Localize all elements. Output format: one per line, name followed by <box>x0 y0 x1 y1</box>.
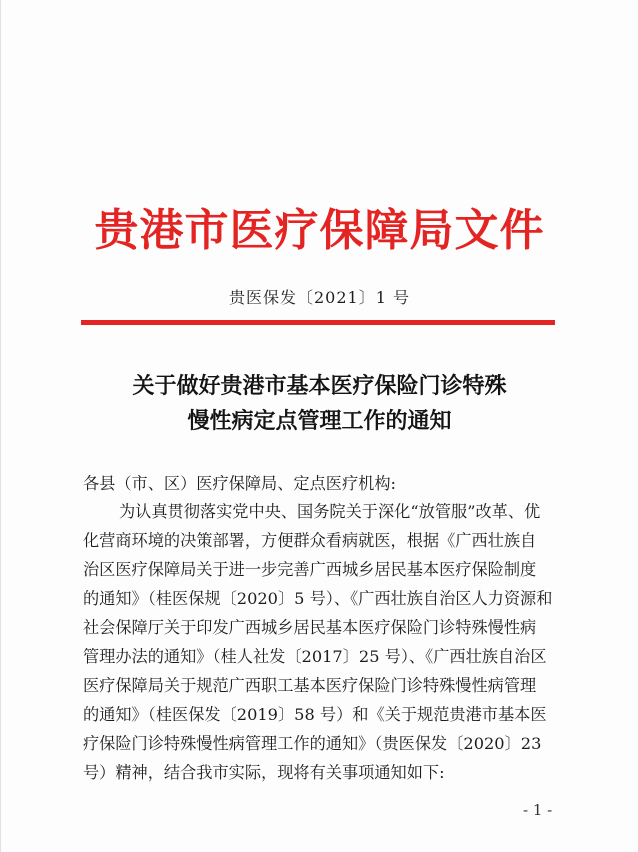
red-divider-line <box>81 320 555 325</box>
page-number: - 1 - <box>523 801 553 819</box>
body-line: 化营商环境的决策部署，方便群众看病就医，根据《广西壮族自 <box>83 531 537 550</box>
body-line: 的通知》（桂医保规〔2020〕5 号）、《广西壮族自治区人力资源和 <box>83 589 553 608</box>
document-number: 贵医保发〔2021〕1 号 <box>229 288 410 307</box>
notice-title-line-1: 关于做好贵港市基本医疗保险门诊特殊 <box>132 373 507 399</box>
notice-title-line-2: 慢性病定点管理工作的通知 <box>187 408 452 434</box>
body-line: 为认真贯彻落实党中央、国务院关于深化“放管服”改革、优 <box>119 502 541 521</box>
body-line: 的通知》（桂医保发〔2019〕58 号）和《关于规范贵港市基本医 <box>83 705 547 724</box>
body-line: 治区医疗保障局关于进一步完善广西城乡居民基本医疗保险制度 <box>83 560 537 579</box>
body-line: 管理办法的通知》（桂人社发〔2017〕25 号）、《广西壮族自治区 <box>83 647 547 666</box>
body-line: 医疗保障局关于规范广西职工基本医疗保险门诊特殊慢性病管理 <box>83 676 537 695</box>
body-line: 社会保障厅关于印发广西城乡居民基本医疗保险门诊特殊慢性病 <box>83 618 537 637</box>
body-line: 号）精神，结合我市实际，现将有关事项通知如下: <box>83 763 445 782</box>
masthead-title: 贵港市医疗保障局文件 <box>94 205 545 256</box>
body-line: 疗保险门诊特殊慢性病管理工作的通知》（贵医保发〔2020〕23 <box>83 734 542 753</box>
salutation: 各县（市、区）医疗保障局、定点医疗机构: <box>83 474 397 493</box>
